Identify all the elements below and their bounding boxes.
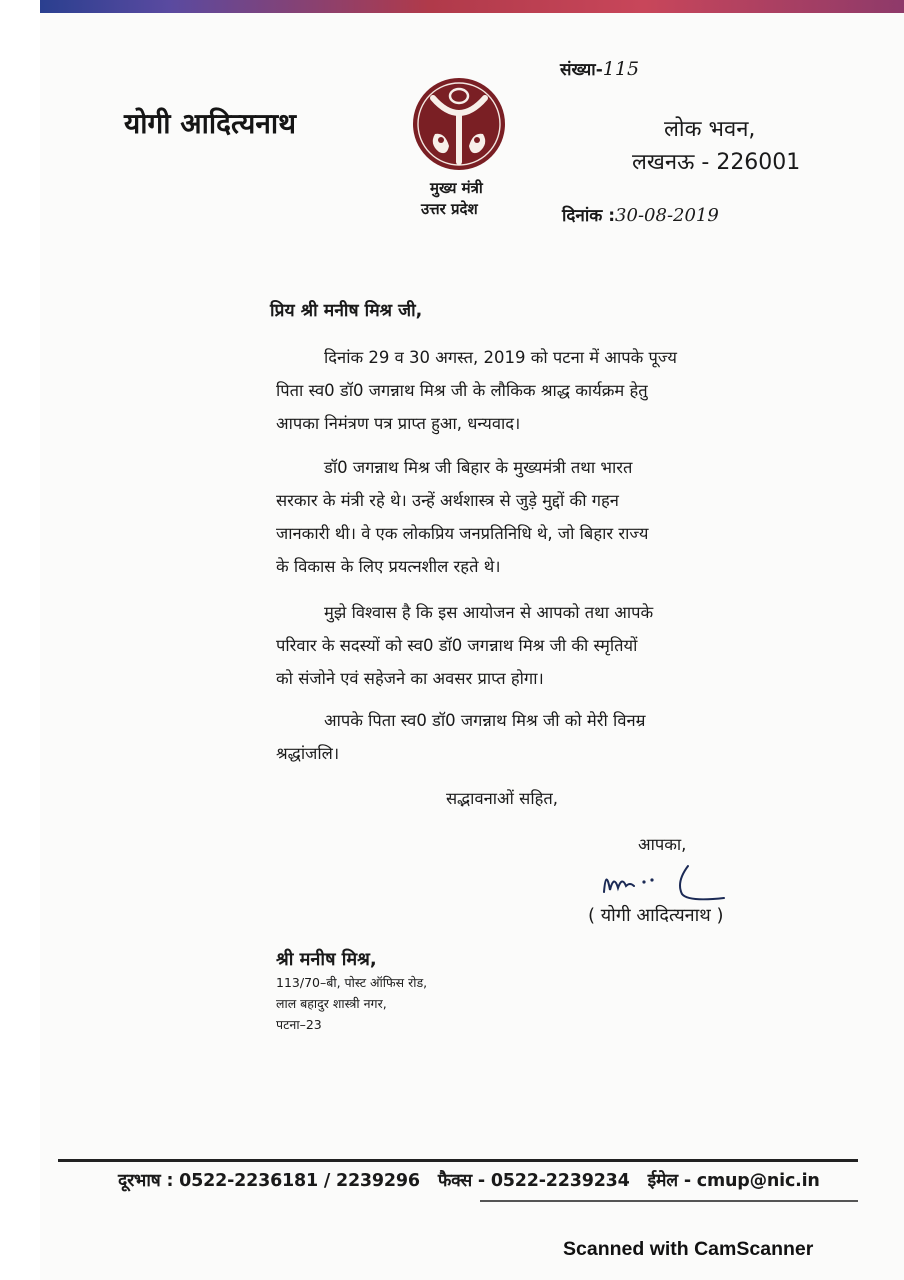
address-line-2: लखनऊ - 226001 — [632, 150, 801, 175]
recipient-address-line: पटना–23 — [276, 1017, 322, 1032]
paragraph-line: के विकास के लिए प्रयत्नशील रहते थे। — [276, 557, 501, 576]
footer-divider — [58, 1159, 858, 1162]
paragraph-line: आपके पिता स्व0 डॉ0 जगन्नाथ मिश्र जी को मेरी विनम्र — [324, 711, 646, 730]
footer-underline — [480, 1200, 858, 1202]
top-color-band — [40, 0, 904, 13]
up-government-emblem-icon — [411, 76, 507, 172]
recipient-name: श्री मनीष मिश्र, — [276, 949, 377, 970]
office-line-1: मुख्य मंत्री — [430, 179, 483, 197]
sender-name: योगी आदित्यनाथ — [124, 107, 297, 140]
paragraph-line: आपका निमंत्रण पत्र प्राप्त हुआ, धन्यवाद। — [276, 414, 521, 433]
signatory-name: ( योगी आदित्यनाथ ) — [588, 905, 724, 926]
recipient-address-line: 113/70–बी, पोस्ट ऑफिस रोड, — [276, 975, 428, 990]
scanner-watermark: Scanned with CamScanner — [563, 1238, 814, 1260]
address-line-1: लोक भवन, — [664, 117, 756, 142]
paragraph-line: सरकार के मंत्री रहे थे। उन्हें अर्थशास्त्र से जुड़े मुद्दों की गहन — [276, 491, 619, 510]
recipient-address-line: लाल बहादुर शास्त्री नगर, — [276, 996, 387, 1011]
paragraph-3 — [276, 596, 742, 695]
paragraph-2 — [276, 451, 742, 583]
closing-line: सद्भावनाओं सहित, — [446, 789, 558, 808]
reference-value: 115 — [602, 58, 640, 80]
paragraph-line: मुझे विश्वास है कि इस आयोजन से आपको तथा आपके — [324, 603, 654, 622]
paragraph-line: डॉ0 जगन्नाथ मिश्र जी बिहार के मुख्यमंत्री तथा भारत — [324, 458, 633, 477]
footer-phone: दूरभाष : 0522-2236181 / 2239296 — [118, 1171, 420, 1191]
paragraph-line: जानकारी थी। वे एक लोकप्रिय जनप्रतिनिधि थे, जो बिहार राज्य — [276, 524, 649, 543]
handwritten-signature — [596, 862, 736, 906]
reference-label: संख्या- — [560, 60, 603, 80]
date-value: 30-08-2019 — [615, 205, 719, 226]
paragraph-line: परिवार के सदस्यों को स्व0 डॉ0 जगन्नाथ मिश्र जी की स्मृतियों — [276, 636, 638, 655]
letter-date — [562, 203, 719, 226]
footer-fax: फैक्स - 0522-2239234 — [437, 1171, 630, 1191]
reference-number — [560, 57, 639, 80]
footer-email: ईमेल - cmup@nic.in — [647, 1171, 820, 1191]
paragraph-4 — [276, 704, 742, 770]
salutation: प्रिय श्री मनीष मिश्र जी, — [270, 301, 423, 321]
paragraph-1 — [276, 341, 742, 440]
office-line-2: उत्तर प्रदेश — [421, 200, 478, 218]
date-label: दिनांक : — [562, 206, 616, 226]
paragraph-line: दिनांक 29 व 30 अगस्त, 2019 को पटना में आपके पूज्य — [324, 348, 677, 367]
paragraph-line: श्रद्धांजलि। — [276, 744, 340, 763]
paragraph-line: को संजोने एवं सहेजने का अवसर प्राप्त होगा। — [276, 669, 544, 688]
yours-line: आपका, — [638, 835, 687, 854]
footer-contact — [118, 1168, 838, 1192]
paragraph-line: पिता स्व0 डॉ0 जगन्नाथ मिश्र जी के लौकिक श्राद्ध कार्यक्रम हेतु — [276, 381, 648, 400]
